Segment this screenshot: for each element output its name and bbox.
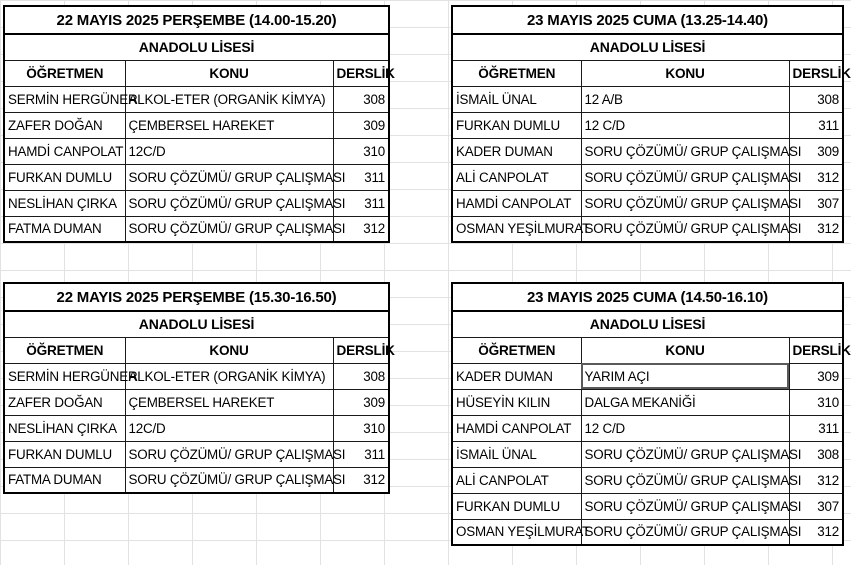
teacher-cell[interactable]: HAMDİ CANPOLAT [452, 415, 581, 441]
table-row [4, 164, 389, 190]
subject-cell[interactable]: SORU ÇÖZÜMÜ/ GRUP ÇALIŞMASI [581, 493, 789, 519]
column-header-subject[interactable]: KONU [581, 337, 789, 363]
subject-cell[interactable]: YARIM AÇI [581, 363, 789, 389]
teacher-cell[interactable]: OSMAN YEŞİLMURAT [452, 519, 581, 545]
schedule-title[interactable]: 22 MAYIS 2025 PERŞEMBE (14.00-15.20) [4, 6, 389, 34]
teacher-cell[interactable]: ALİ CANPOLAT [452, 467, 581, 493]
subject-cell[interactable]: 12C/D [125, 415, 333, 441]
subject-cell[interactable]: ÇEMBERSEL HAREKET [125, 112, 333, 138]
room-cell[interactable]: 310 [333, 138, 389, 164]
teacher-cell[interactable]: ZAFER DOĞAN [4, 112, 125, 138]
room-cell[interactable]: 311 [333, 190, 389, 216]
school-name[interactable]: ANADOLU LİSESİ [4, 34, 389, 60]
table-row [4, 415, 389, 441]
teacher-cell[interactable]: FURKAN DUMLU [4, 441, 125, 467]
room-cell[interactable]: 312 [789, 519, 843, 545]
teacher-cell[interactable]: NESLİHAN ÇIRKA [4, 190, 125, 216]
column-header-room[interactable]: DERSLİK [789, 337, 843, 363]
room-cell[interactable]: 309 [333, 112, 389, 138]
table-row [452, 441, 843, 467]
column-header-teacher[interactable]: ÖĞRETMEN [452, 60, 581, 86]
column-header-subject[interactable]: KONU [581, 60, 789, 86]
subject-cell[interactable]: ÇEMBERSEL HAREKET [125, 389, 333, 415]
table-row [4, 467, 389, 493]
subject-cell[interactable]: ALKOL-ETER (ORGANİK KİMYA) [125, 86, 333, 112]
column-header-teacher[interactable]: ÖĞRETMEN [4, 337, 125, 363]
teacher-cell[interactable]: HÜSEYİN KILIN [452, 389, 581, 415]
schedule-block-thursday-2 [3, 282, 395, 494]
schedule-table [3, 5, 395, 243]
subject-cell[interactable]: SORU ÇÖZÜMÜ/ GRUP ÇALIŞMASI [581, 519, 789, 545]
subject-cell[interactable]: 12C/D [125, 138, 333, 164]
table-row [452, 138, 843, 164]
schedule-table [3, 282, 395, 494]
teacher-cell[interactable]: OSMAN YEŞİLMURAT [452, 216, 581, 242]
teacher-cell[interactable]: SERMİN HERGÜNER [4, 86, 125, 112]
room-cell[interactable]: 311 [789, 112, 843, 138]
teacher-cell[interactable]: FATMA DUMAN [4, 467, 125, 493]
teacher-cell[interactable]: HAMDİ CANPOLAT [452, 190, 581, 216]
table-row [4, 138, 389, 164]
schedule-block-friday-2 [451, 282, 851, 546]
schedule-table [451, 5, 851, 243]
table-row [452, 389, 843, 415]
table-row [452, 216, 843, 242]
table-row [452, 467, 843, 493]
table-row [452, 86, 843, 112]
teacher-cell[interactable]: HAMDİ CANPOLAT [4, 138, 125, 164]
school-name[interactable]: ANADOLU LİSESİ [452, 311, 843, 337]
subject-cell[interactable]: SORU ÇÖZÜMÜ/ GRUP ÇALIŞMASI [581, 441, 789, 467]
table-row [4, 216, 389, 242]
column-header-room[interactable]: DERSLİK [333, 60, 389, 86]
column-header-teacher[interactable]: ÖĞRETMEN [452, 337, 581, 363]
room-cell[interactable]: 310 [789, 389, 843, 415]
teacher-cell[interactable]: İSMAİL ÜNAL [452, 441, 581, 467]
schedule-title[interactable]: 23 MAYIS 2025 CUMA (14.50-16.10) [452, 283, 843, 311]
subject-cell[interactable]: SORU ÇÖZÜMÜ/ GRUP ÇALIŞMASI [125, 467, 333, 493]
room-cell[interactable]: 308 [333, 363, 389, 389]
table-row [452, 493, 843, 519]
subject-cell[interactable]: SORU ÇÖZÜMÜ/ GRUP ÇALIŞMASI [581, 164, 789, 190]
subject-cell[interactable]: SORU ÇÖZÜMÜ/ GRUP ÇALIŞMASI [125, 441, 333, 467]
schedule-title[interactable]: 22 MAYIS 2025 PERŞEMBE (15.30-16.50) [4, 283, 389, 311]
room-cell[interactable]: 307 [789, 190, 843, 216]
table-row [452, 415, 843, 441]
school-name[interactable]: ANADOLU LİSESİ [4, 311, 389, 337]
table-row [4, 190, 389, 216]
subject-cell[interactable]: 12 C/D [581, 415, 789, 441]
subject-cell[interactable]: SORU ÇÖZÜMÜ/ GRUP ÇALIŞMASI [125, 216, 333, 242]
subject-cell[interactable]: DALGA MEKANİĞİ [581, 389, 789, 415]
subject-cell[interactable]: 12 C/D [581, 112, 789, 138]
teacher-cell[interactable]: FURKAN DUMLU [452, 112, 581, 138]
table-row [452, 190, 843, 216]
room-cell[interactable]: 307 [789, 493, 843, 519]
room-cell[interactable]: 312 [789, 216, 843, 242]
room-cell[interactable]: 311 [333, 164, 389, 190]
room-cell[interactable]: 308 [789, 441, 843, 467]
schedule-table [451, 282, 851, 546]
teacher-cell[interactable]: SERMİN HERGÜNER [4, 363, 125, 389]
room-cell[interactable]: 310 [333, 415, 389, 441]
teacher-cell[interactable]: İSMAİL ÜNAL [452, 86, 581, 112]
subject-cell[interactable]: ALKOL-ETER (ORGANİK KİMYA) [125, 363, 333, 389]
table-row [4, 86, 389, 112]
subject-cell[interactable]: SORU ÇÖZÜMÜ/ GRUP ÇALIŞMASI [125, 164, 333, 190]
room-cell[interactable]: 309 [789, 138, 843, 164]
school-name[interactable]: ANADOLU LİSESİ [452, 34, 843, 60]
table-row [452, 519, 843, 545]
column-header-room[interactable]: DERSLİK [789, 60, 843, 86]
room-cell[interactable]: 311 [789, 415, 843, 441]
teacher-cell[interactable]: NESLİHAN ÇIRKA [4, 415, 125, 441]
table-row [4, 389, 389, 415]
table-row [452, 363, 843, 389]
column-header-room[interactable]: DERSLİK [333, 337, 389, 363]
subject-cell[interactable]: SORU ÇÖZÜMÜ/ GRUP ÇALIŞMASI [581, 138, 789, 164]
teacher-cell[interactable]: ALİ CANPOLAT [452, 164, 581, 190]
table-row [4, 363, 389, 389]
room-cell[interactable]: 311 [333, 441, 389, 467]
teacher-cell[interactable]: FATMA DUMAN [4, 216, 125, 242]
subject-cell[interactable]: SORU ÇÖZÜMÜ/ GRUP ÇALIŞMASI [581, 216, 789, 242]
room-cell[interactable]: 308 [789, 86, 843, 112]
schedule-title[interactable]: 23 MAYIS 2025 CUMA (13.25-14.40) [452, 6, 843, 34]
table-row [452, 112, 843, 138]
room-cell[interactable]: 309 [333, 389, 389, 415]
subject-cell[interactable]: SORU ÇÖZÜMÜ/ GRUP ÇALIŞMASI [125, 190, 333, 216]
teacher-cell[interactable]: KADER DUMAN [452, 138, 581, 164]
subject-cell[interactable]: SORU ÇÖZÜMÜ/ GRUP ÇALIŞMASI [581, 467, 789, 493]
table-row [452, 164, 843, 190]
teacher-cell[interactable]: FURKAN DUMLU [4, 164, 125, 190]
room-cell[interactable]: 312 [789, 164, 843, 190]
subject-cell[interactable]: 12 A/B [581, 86, 789, 112]
room-cell[interactable]: 312 [789, 467, 843, 493]
column-header-teacher[interactable]: ÖĞRETMEN [4, 60, 125, 86]
schedule-block-friday-1 [451, 5, 851, 243]
column-header-subject[interactable]: KONU [125, 337, 333, 363]
teacher-cell[interactable]: ZAFER DOĞAN [4, 389, 125, 415]
room-cell[interactable]: 309 [789, 363, 843, 389]
table-row [4, 441, 389, 467]
teacher-cell[interactable]: KADER DUMAN [452, 363, 581, 389]
room-cell[interactable]: 312 [333, 467, 389, 493]
table-row [4, 112, 389, 138]
column-header-subject[interactable]: KONU [125, 60, 333, 86]
teacher-cell[interactable]: FURKAN DUMLU [452, 493, 581, 519]
room-cell[interactable]: 312 [333, 216, 389, 242]
room-cell[interactable]: 308 [333, 86, 389, 112]
subject-cell[interactable]: SORU ÇÖZÜMÜ/ GRUP ÇALIŞMASI [581, 190, 789, 216]
schedule-block-thursday-1 [3, 5, 395, 243]
